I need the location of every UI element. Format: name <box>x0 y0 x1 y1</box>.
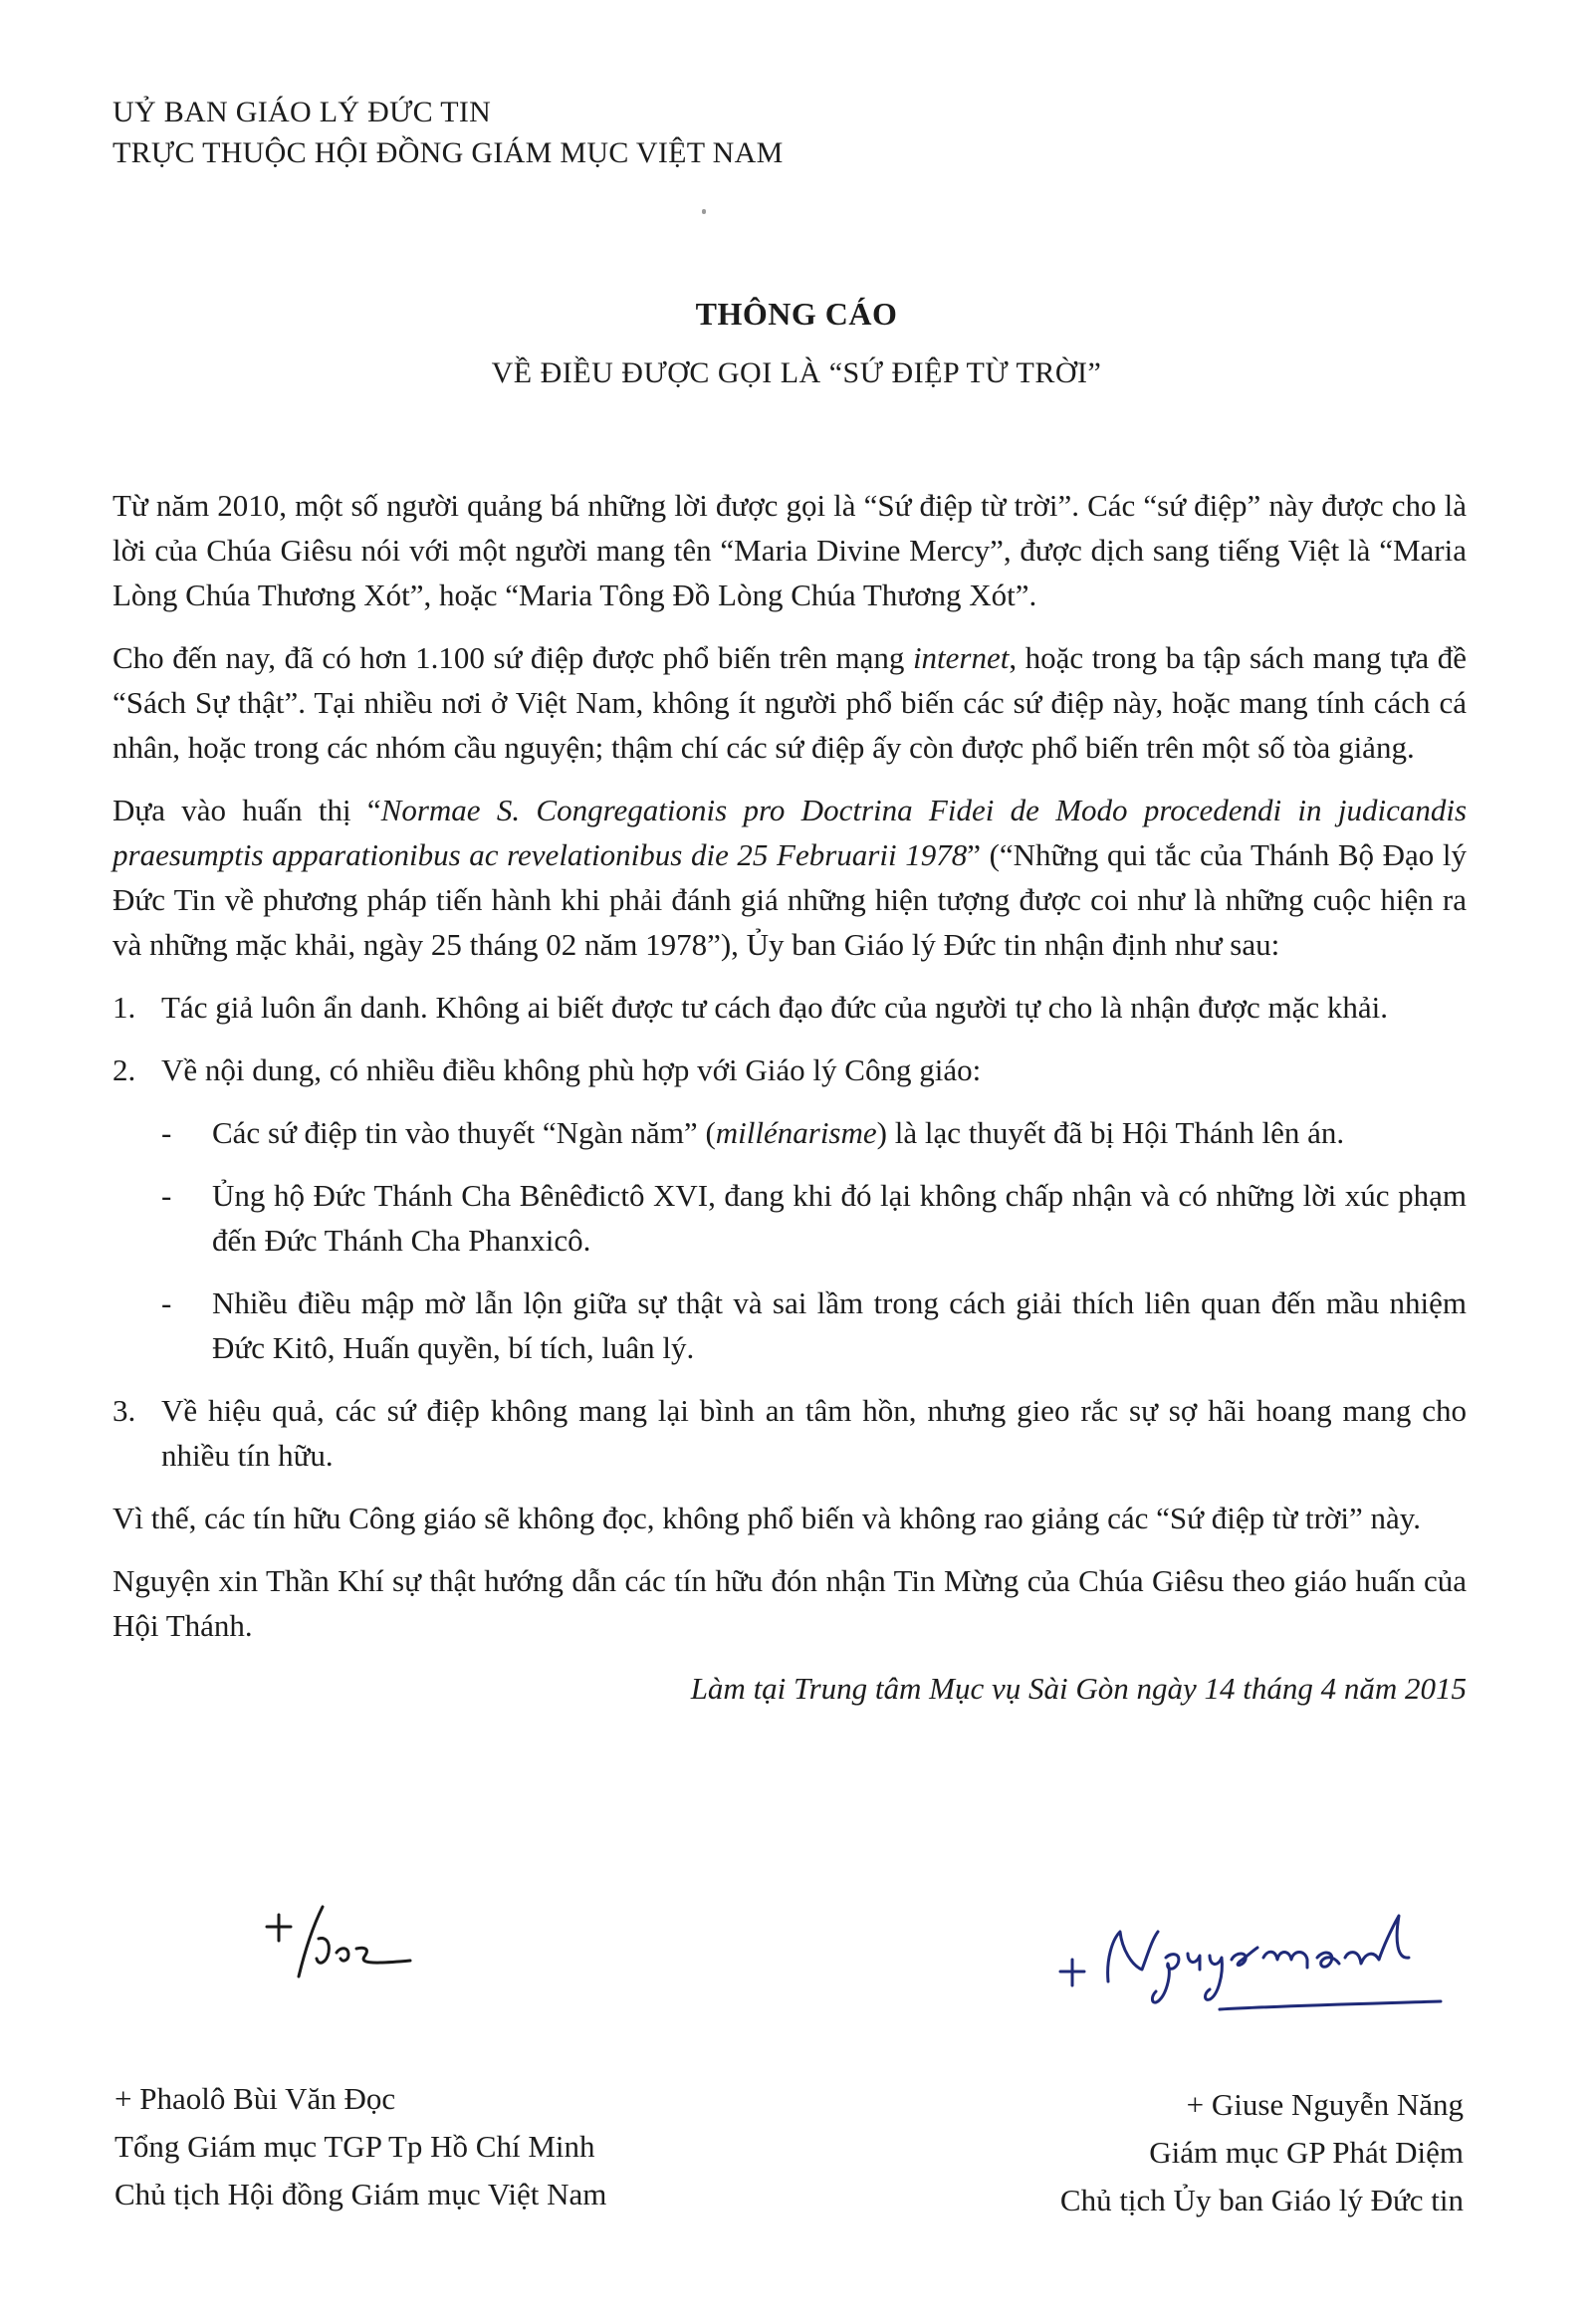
dash-marker: - <box>161 1115 172 1150</box>
finding-item-1 <box>113 985 1467 1030</box>
issue-2-text: Ủng hộ Đức Thánh Cha Bênêđictô XVI, đang khi đó lại không chấp nhận và có những lời xúc phạm đến Đức Thánh Cha Phanxicô. <box>212 1178 1467 1258</box>
findings-list <box>113 985 1467 1478</box>
paragraph-1: Từ năm 2010, một số người quảng bá những lời được gọi là “Sứ điệp từ trời”. Các “sứ điệp” này được cho là lời của Chúa Giêsu nói với một người mang tên “Maria Divine Mercy”, được dịch sang tiếng Việt là “Maria Lòng Chúa Thương Xót”, hoặc “Maria Tông Đồ Lòng Chúa Thương Xót”. <box>113 488 1467 612</box>
content-issues-list <box>161 1110 1467 1370</box>
finding-number-1: 1. <box>113 990 136 1025</box>
finding-item-3 <box>113 1388 1467 1478</box>
right-signature-ink <box>1050 1910 1469 2019</box>
left-signatory-name: + Phaolô Bùi Văn Đọc <box>114 2081 396 2116</box>
finding-number-3: 3. <box>113 1393 136 1428</box>
left-signature-ink <box>261 1897 420 1991</box>
paragraph-2-text-b: , hoặc trong ba tập sách mang tựa đề “Sách Sự thật”. Tại nhiều nơi ở Việt Nam, không ít người phổ biến các sứ điệp này, hoặc mang tính cách cá nhân, hoặc trong các nhóm cầu nguyện; thậm chí các sứ điệp ấy còn được phổ biến trên một số tòa giảng. <box>113 640 1467 765</box>
dash-marker: - <box>161 1178 172 1213</box>
paragraph-2-emphasis: internet <box>912 640 1010 675</box>
paragraph-conclusion: Vì thế, các tín hữu Công giáo sẽ không đọc, không phổ biến và không rao giảng các “Sứ điệp từ trời” này. <box>113 1501 1421 1535</box>
issue-1-emphasis: millénarisme <box>715 1115 877 1150</box>
left-signatory-role-1: Tổng Giám mục TGP Tp Hồ Chí Minh <box>114 2129 595 2164</box>
issue-item-1 <box>161 1110 1467 1155</box>
finding-text-1: Tác giả luôn ẩn danh. Không ai biết được tư cách đạo đức của người tự cho là nhận được mặc khải. <box>161 990 1389 1025</box>
org-line-2: TRỰC THUỘC HỘI ĐỒNG GIÁM MỤC VIỆT NAM <box>113 136 784 169</box>
left-signatory <box>114 2075 606 2218</box>
paragraph-prayer: Nguyện xin Thần Khí sự thật hướng dẫn các tín hữu đón nhận Tin Mừng của Chúa Giêsu theo giáo huấn của Hội Thánh. <box>113 1563 1467 1643</box>
issue-3-text: Nhiều điều mập mờ lẫn lộn giữa sự thật và sai lầm trong cách giải thích liên quan đến mầu nhiệm Đức Kitô, Huấn quyền, bí tích, luân lý. <box>212 1285 1467 1365</box>
right-signatory-name: + Giuse Nguyễn Năng <box>1186 2087 1464 2122</box>
finding-text-3: Về hiệu quả, các sứ điệp không mang lại bình an tâm hồn, nhưng gieo rắc sự sợ hãi hoang mang cho nhiều tín hữu. <box>161 1393 1467 1473</box>
issue-item-2 <box>161 1173 1467 1263</box>
finding-number-2: 2. <box>113 1052 136 1087</box>
paragraph-3 <box>113 788 1467 967</box>
place-and-date: Làm tại Trung tâm Mục vụ Sài Gòn ngày 14 tháng 4 năm 2015 <box>690 1671 1467 1706</box>
paragraph-2 <box>113 635 1467 770</box>
paragraph-3-text-b: ” (“Những qui tắc của Thánh Bộ Đạo lý Đức Tin về phương pháp tiến hành khi phải đánh giá những hiện tượng được coi như là những cuộc hiện ra và những mặc khải, ngày 25 tháng 02 năm 1978”), Ủy ban Giáo lý Đức tin nhận định như sau: <box>113 837 1467 962</box>
document-subtitle: VỀ ĐIỀU ĐƯỢC GỌI LÀ “SỨ ĐIỆP TỪ TRỜI” <box>491 356 1102 389</box>
left-signatory-role-2: Chủ tịch Hội đồng Giám mục Việt Nam <box>114 2177 607 2211</box>
org-line-1: UỶ BAN GIÁO LÝ ĐỨC TIN <box>113 96 492 128</box>
issue-1-text-a: Các sứ điệp tin vào thuyết “Ngàn năm” ( <box>212 1115 716 1150</box>
document-body <box>113 483 1467 1729</box>
scan-speck <box>702 209 706 214</box>
right-signatory-role-2: Chủ tịch Ủy ban Giáo lý Đức tin <box>1059 2183 1464 2217</box>
paragraph-2-text-a: Cho đến nay, đã có hơn 1.100 sứ điệp được phổ biến trên mạng <box>113 640 913 675</box>
paragraph-3-latin-title: Normae S. Congregationis pro Doctrina Fidei de Modo procedendi in judicandis praesumptis apparationibus ac revelationibus die 25 Februarii 1978 <box>113 793 1468 872</box>
issue-1-text-b: ) là lạc thuyết đã bị Hội Thánh lên án. <box>876 1115 1345 1150</box>
right-signatory-role-1: Giám mục GP Phát Diệm <box>1149 2135 1464 2170</box>
dash-marker: - <box>161 1285 172 1320</box>
finding-item-2 <box>113 1047 1467 1370</box>
issuing-organization <box>113 92 784 173</box>
issue-item-3 <box>161 1280 1467 1370</box>
right-signatory <box>1060 2081 1464 2224</box>
finding-text-2: Về nội dung, có nhiều điều không phù hợp với Giáo lý Công giáo: <box>161 1052 982 1087</box>
document-title: THÔNG CÁO <box>695 296 898 332</box>
paragraph-3-text-a: Dựa vào huấn thị “ <box>113 793 381 827</box>
